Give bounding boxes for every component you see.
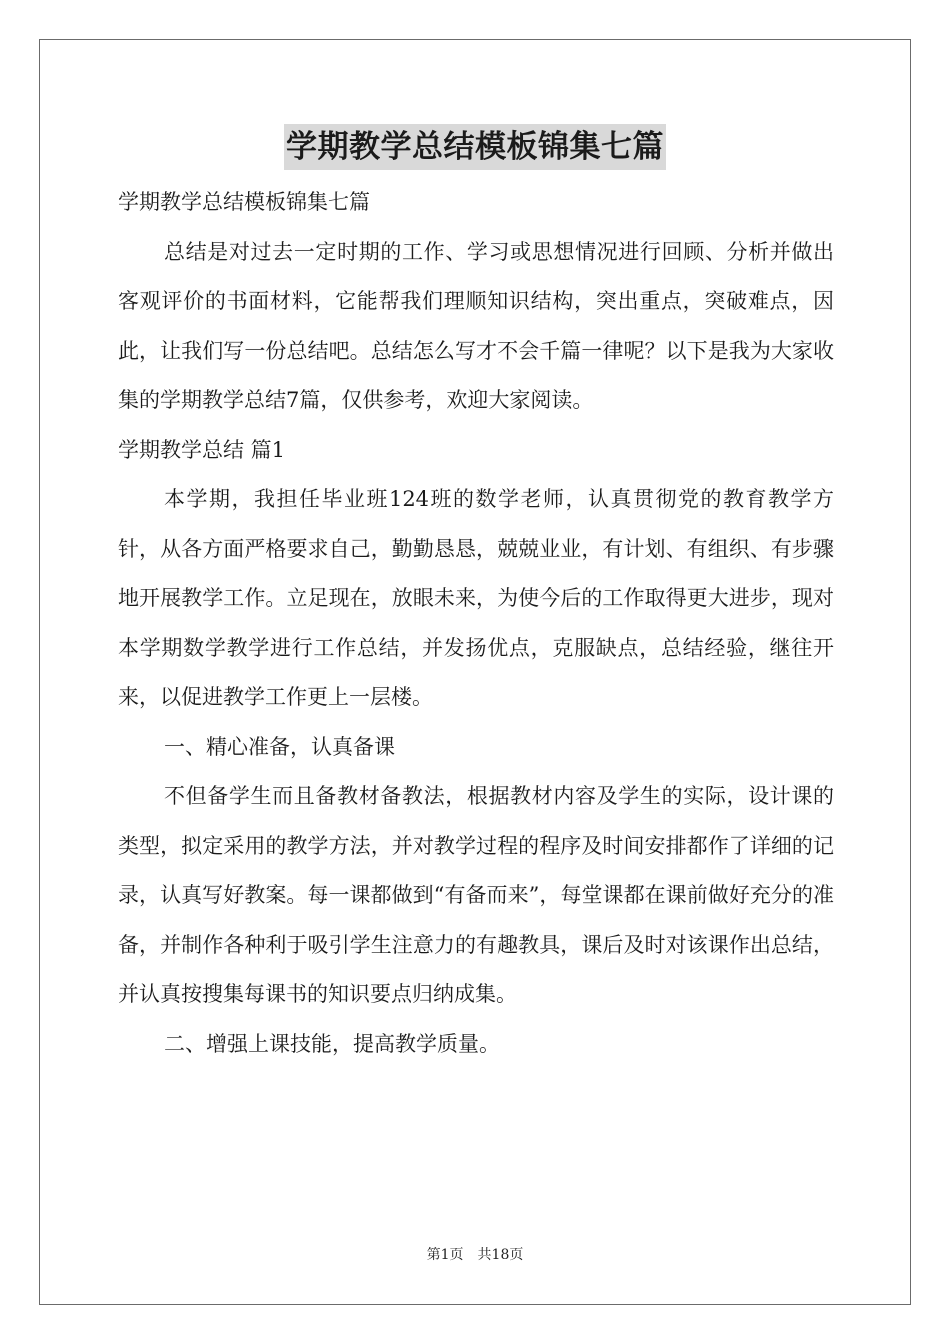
body-paragraph: 本学期，我担任毕业班124班的数学老师，认真贯彻党的教育教学方针，从各方面严格要求自己，勤勤恳恳，兢兢业业，有计划、有组织、有步骤地开展教学工作。立足现在，放眼未来，为使今后的工作取得更大进步，现对本学期数学教学进行工作总结，并发扬优点，克服缺点，总结经验，继往开来，以促进教学工作更上一层楼。 (118, 487, 834, 709)
body-paragraph: 不但备学生而且备教材备教法，根据教材内容及学生的实际，设计课的类型，拟定采用的教学方法，并对教学过程的程序及时间安排都作了详细的记录，认真写好教案。每一课都做到“有备而来”，每堂课都在课前做好充分的准备，并制作各种利于吸引学生注意力的有趣教具，课后及时对该课作出总结，并认真按搜集每课书的知识要点归纳成集。 (118, 784, 834, 1006)
document-title: 学期教学总结模板锦集七篇 (284, 124, 666, 170)
document-body (118, 178, 834, 1069)
subsection-heading: 二、增强上课技能，提高教学质量。 (164, 1031, 500, 1056)
subsection-heading: 一、精心准备，认真备课 (164, 734, 395, 759)
document-subtitle: 学期教学总结模板锦集七篇 (118, 190, 370, 214)
section-heading: 学期教学总结 篇1 (118, 437, 286, 462)
page-footer: 第1页 共18页 (426, 1247, 524, 1263)
intro-paragraph: 总结是对过去一定时期的工作、学习或思想情况进行回顾、分析并做出客观评价的书面材料，它能帮我们理顺知识结构，突出重点，突破难点，因此，让我们写一份总结吧。总结怎么写才不会千篇一律呢？以下是我为大家收集的学期教学总结7篇，仅供参考，欢迎大家阅读。 (118, 239, 834, 412)
title-container (0, 124, 950, 170)
